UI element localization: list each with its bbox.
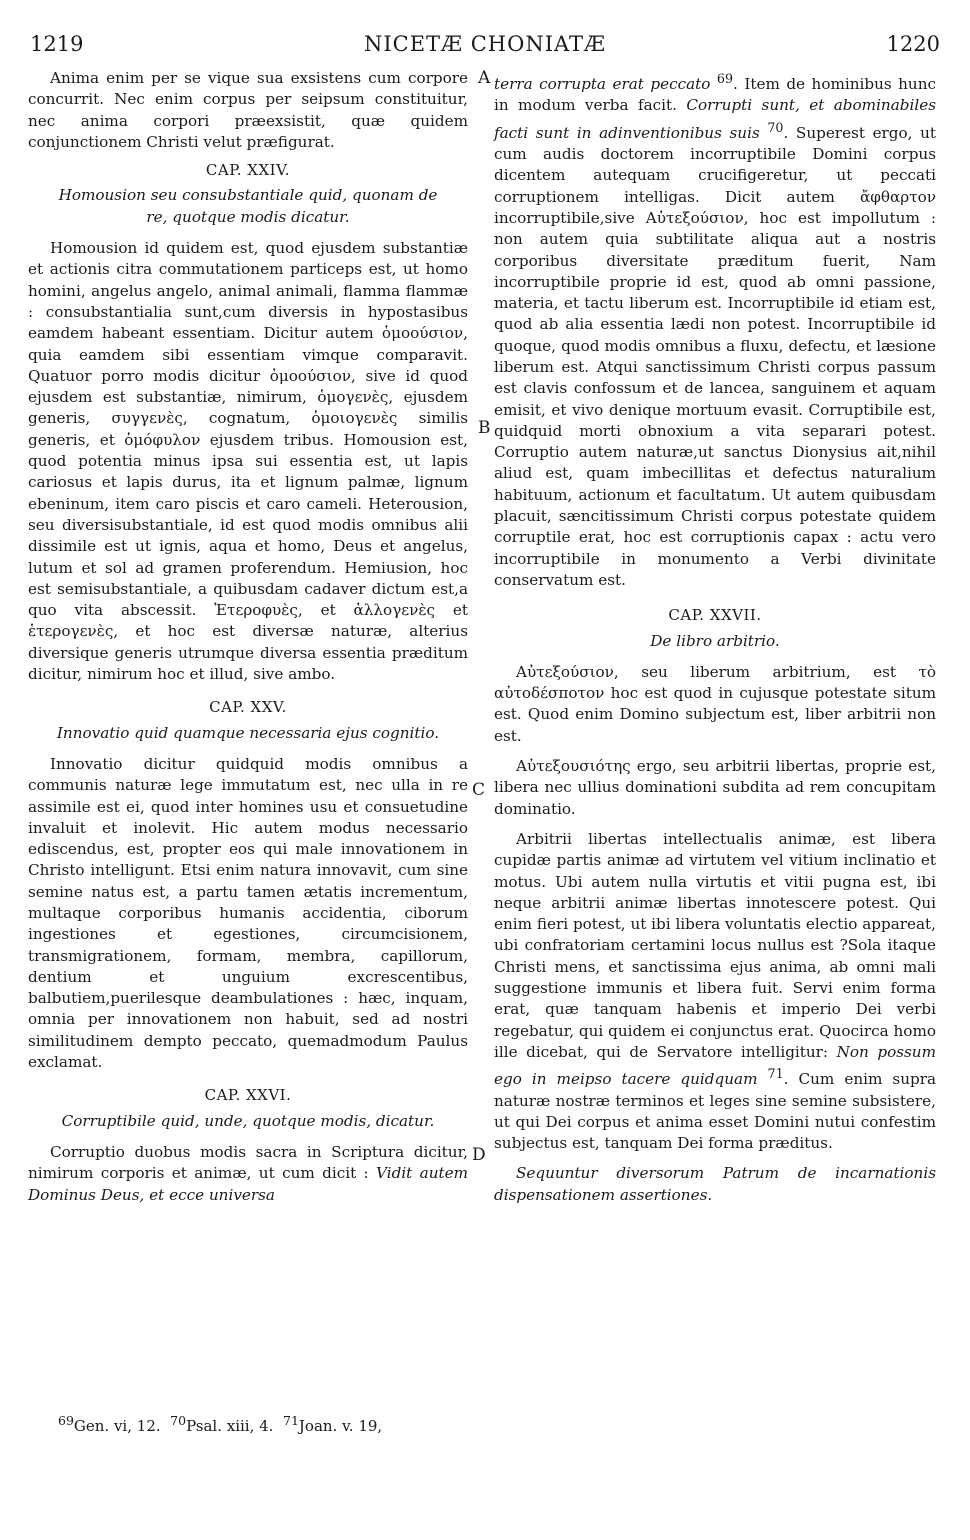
footnote-ref-71: 71 <box>767 1066 784 1082</box>
margin-letter-d: D <box>472 1145 486 1165</box>
chapter-26-text: Corruptio duobus modis sacra in Scriptura dicitur, nimirum corporis et animæ, ut cum dicit : <box>28 1142 468 1183</box>
page-number-left: 1219 <box>30 32 84 56</box>
chapter-27-text-b: . Cum enim supra naturæ nostræ terminos et leges sine semine subsistere, ut qui Dei corpus et anima esset Domini nutui confestim subjectus est, tanquam Dei forma præditus. <box>494 1070 937 1153</box>
margin-letter-a: A <box>478 68 491 88</box>
left-column <box>28 68 468 1206</box>
chapter-26-subtitle: Corruptibile quid, unde, quotque modis, dicatur. <box>61 1111 435 1130</box>
footnotes <box>58 1413 382 1435</box>
chapter-26-body-start <box>28 1142 468 1206</box>
right-column <box>494 68 936 1206</box>
scripture-quote: Vidit autem Dominus Deus, et ecce universa <box>28 1164 468 1204</box>
chapter-25-body: Innovatio dicitur quidquid modis omnibus a communis naturæ lege immutatum est, nec ulla in re assimile est ei, quod inter homines usu et consuetudine invaluit et inolevit. Hic autem modus necessario ediscendus, est, propter eos qui male innovationem in Christo intelligunt. Etsi enim natura innovavit, cum sine semine natus est, a partu tamen ætatis incrementum, multaque corporibus humanis accidentia, ciborum ingestiones et egestiones, circumcisionem, transmigrationem, formam, membra, capillorum, dentium et unguium excrescentibus, balbutiem,puerilesque deambulationes : hæc, inquam, omnia per innovationem non habuit, sed ad nostri similitudinem dempto peccato, quemadmodum Paulus exclamat. <box>28 754 468 1072</box>
chapter-26-text-a: . Item de hominibus hunc in modum verba facit. <box>494 75 937 115</box>
chapter-24-subtitle: Homousion seu consubstantiale quid, quonam de re, quotque modis dicatur. <box>58 186 438 226</box>
chapter-27-subtitle: De libro arbitrio. <box>650 631 780 650</box>
margin-letter-b: B <box>478 418 491 438</box>
intro-paragraph: Anima enim per se vique sua exsistens cum corpore concurrit. Nec enim corpus per seipsum constituitur, nec anima corpori præexsistit, quæ quidem conjunctionem Christi velut præfigurat. <box>28 69 468 151</box>
running-title: NICETÆ CHONIATÆ <box>363 32 607 56</box>
chapter-24-title: CAP. XXIV. <box>205 161 291 180</box>
chapter-25-subtitle: Innovatio quid quamque necessaria ejus cognitio. <box>56 723 440 742</box>
chapter-27-text-a: Arbitrii libertas intellectualis animæ, est libera cupidæ partis animæ ad virtutem vel vitium inclinatio et motus. Ubi autem nulla virtutis et vitii pugna est, ibi neque arbitrii animæ libertas innotescere potest. Qui enim fieri potest, ut ibi libera voluntatis electio appareat, ubi confratoriam certamini locus nullus est ?Sola itaque Christi mens, et sanctissima ejus anima, ab omni mali suggestione immunis et libera fuit. Servi enim forma erat, quæ tanquam habenis et imperio Dei verbi regebatur, qui quidem ei conjunctus erat. Quocirca homo ille dicebat, qui de Servatore intelligitur: <box>494 829 936 1061</box>
chapter-26-body-continued <box>494 68 936 591</box>
page-header <box>30 32 940 62</box>
footnote-number: 71 <box>283 1413 299 1428</box>
footnote-text: Psal. xiii, 4. <box>186 1417 274 1435</box>
chapter-27-para-3 <box>494 829 936 1155</box>
margin-letter-c: C <box>472 780 486 800</box>
closing-line: Sequuntur diversorum Patrum de incarnationis dispensationem assertiones. <box>494 1164 936 1204</box>
footnote-ref-69: 69 <box>716 71 734 86</box>
chapter-24-body: Homousion id quidem est, quod ejusdem substantiæ et actionis citra commutationem particeps est, ut homo homini, angelus angelo, animal animali, flamma flammæ : consubstantialia sunt,cum diversis in hypostasibus eamdem habeant essentiam. Dicitur autem ὁμοούσιον, quia eamdem sibi essentiam vimque comparavit. Quatuor porro modis dicitur ὁμοούσιον, sive id quod ejusdem est substantiæ, nimirum, ὁμογενὲς, ejusdem generis, συγγενὲς, cognatum, ὁμοιογενὲς similis generis, et ὁμόφυλον ejusdem tribus. Homousion est, quod potentia minus ipsa sui essentia est, ut lapis cariosus et lapis durus, ita et lignum palmæ, lignum ebeninum, item caro piscis et caro cameli. Heterousion, seu diversisubstantiale, id est quod modis omnibus alii dissimile est ut ignis, aqua et homo, Deus et angelus, lutum et sol ad gramen proferendum. Hemiusion, hoc est semisubstantiale, a quibusdam cadaver dictum est,a quo vita abscessit. Ἑτεροφυὲς, et ἀλλογενὲς et ἑτερογενὲς, et hoc est diversæ naturæ, alterius diversique generis utrumque diversa essentia præditum dicitur, nimirum hoc et illud, sive ambo. <box>28 239 468 684</box>
chapter-27-title: CAP. XXVII. <box>668 606 762 625</box>
chapter-25-title: CAP. XXV. <box>209 698 287 717</box>
footnote-number: 69 <box>58 1413 74 1428</box>
footnote-text: Gen. vi, 12. <box>73 1417 161 1435</box>
chapter-26-text-b: . Superest ergo, ut cum audis doctorem incorruptibile Domini corpus dicentem autequam crucifigeretur, ut peccati corruptionem intelligas. Dicit autem ἄφθαρτον incorruptibile,sive Αὐτεξούσιον, hoc est impollutum : non autem quia subtilitate aliqua aut a nostris corporibus diversitate præditum fuerit, Nam incorruptibile proprie id est, quod ab omni passione, materia, et tactu liberum est. Incorruptibile id etiam est, quod ab alia essentia lædi non potest. Incorruptibile id quoque, quod modis omnibus a fluxu, defectu, et læsione liberum est. Atqui sanctissimum Christi corpus passum est clavis confossum et de lancea, sanguinem et aquam emisit, et vivo denique mortuum evasit. Corruptibile est, quidquid morti obnoxium a vita separari potest. Corruptio autem naturæ,ut sanctus Dionysius ait,nihil aliud est, quam imbecillitas et defectus naturalium habituum, actionum et facultatum. Ut autem quibusdam placuit, sæncitissimum Christi corpus potestate quidem corruptile erat, hoc est corruptionis capax : actu vero incorruptibile in monumento a Verbi divinitate conservatum est. <box>494 123 937 589</box>
footnote-text: Joan. v. 19, <box>298 1417 383 1435</box>
scripture-quote-cont: terra corrupta erat peccato <box>494 75 711 94</box>
footnote-ref-70: 70 <box>767 119 784 135</box>
footnote-number: 70 <box>170 1413 187 1428</box>
scripture-quote-3: Non possum ego in meipso tacere quidquam <box>494 1042 936 1089</box>
scripture-quote-2: Corrupti sunt, et abominabiles facti sunt in adinventionibus suis <box>494 96 936 142</box>
chapter-27-para-2: Αὐτεξουσιότης ergo, seu arbitrii libertas, proprie est, libera nec ullius dominationi subdita ad rem concupitam dominatio. <box>494 757 936 818</box>
chapter-27-para-1: Αὐτεξούσιον, seu liberum arbitrium, est τὸ αὐτοδέσποτον hoc est quod in cujusque potestate situm est. Quod enim Domino subjectum est, liber arbitrii non est. <box>494 662 936 745</box>
chapter-26-title: CAP. XXVI. <box>204 1086 292 1105</box>
page-number-right: 1220 <box>886 32 940 56</box>
